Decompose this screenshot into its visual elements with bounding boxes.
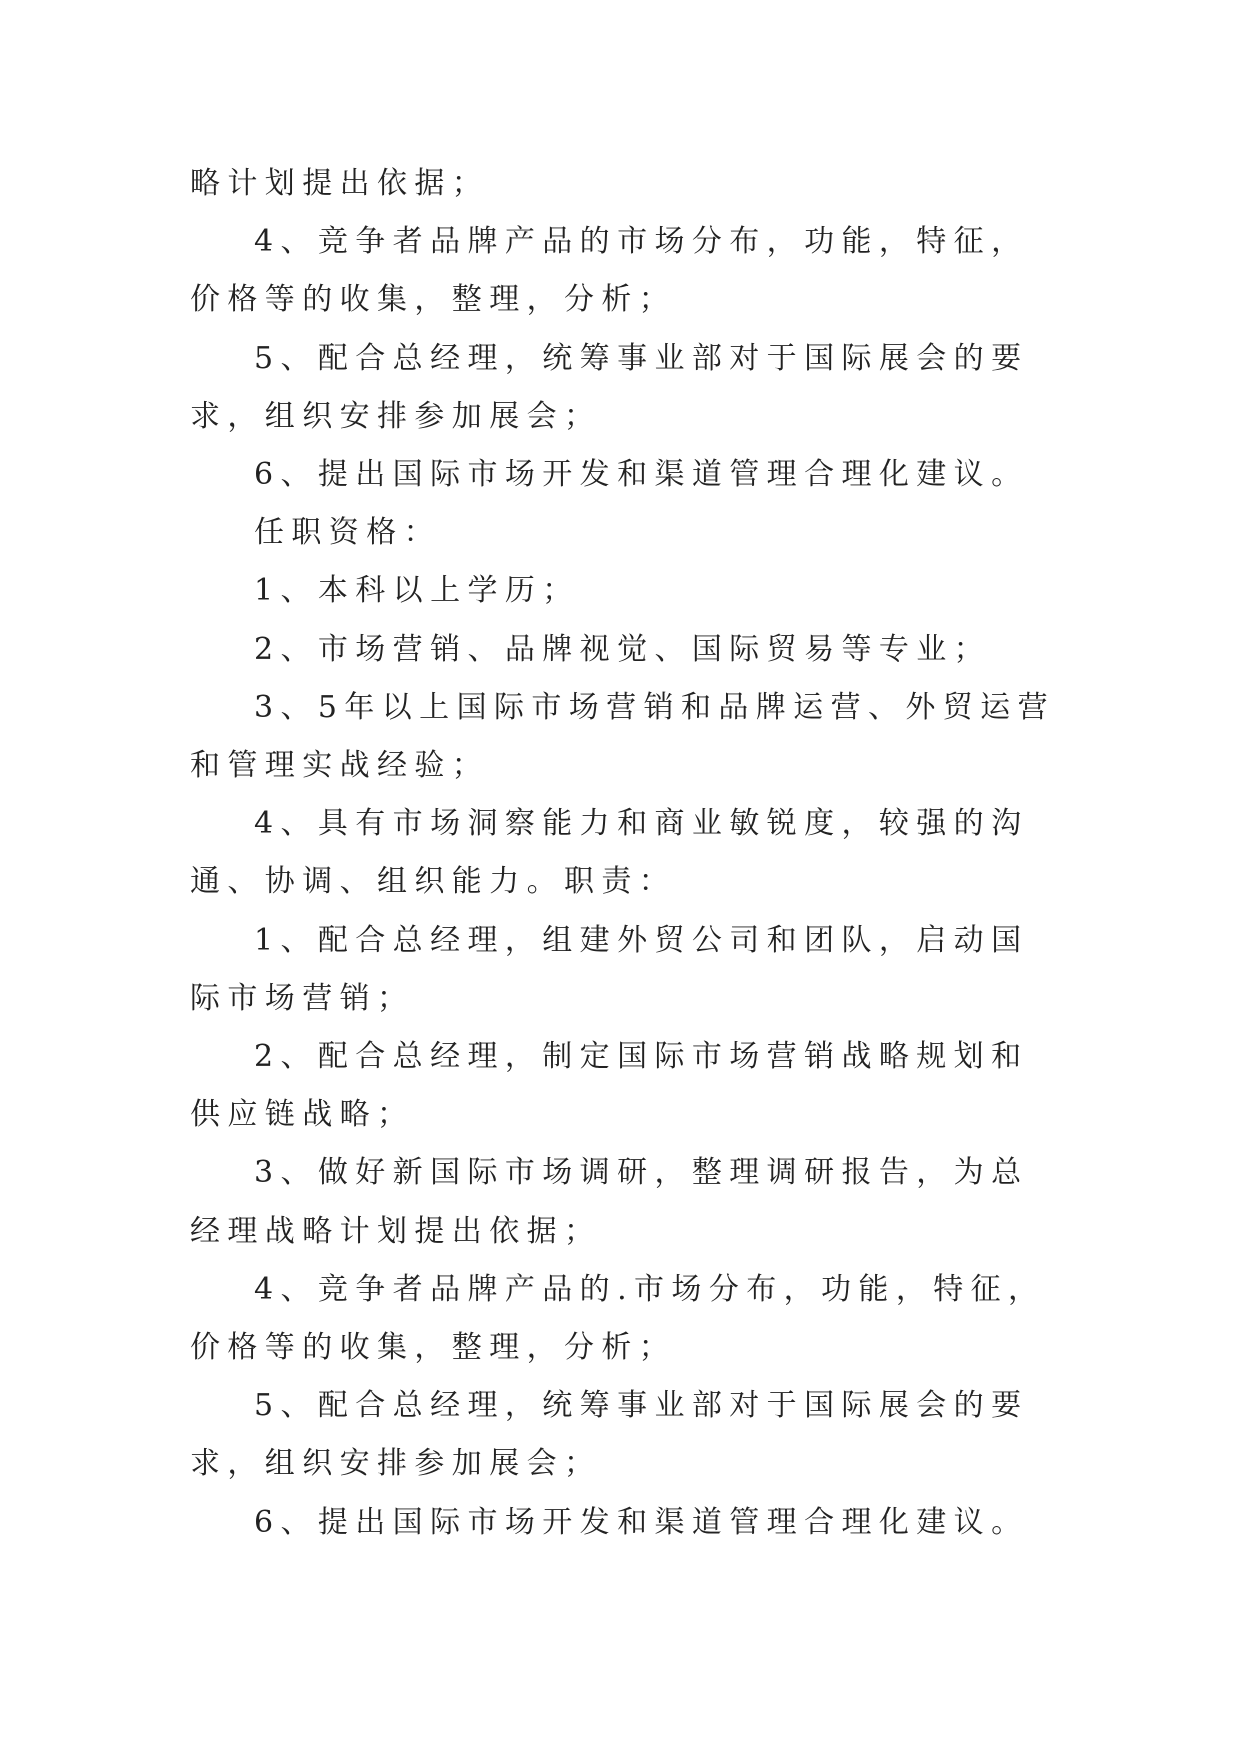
document-body (190, 155, 1056, 1552)
paragraph: 6、提出国际市场开发和渠道管理合理化建议。 (254, 1504, 1029, 1540)
paragraph: 1、配合总经理，组建外贸公司和团队，启动国际市场营销； (190, 922, 1029, 1016)
paragraph: 6、提出国际市场开发和渠道管理合理化建议。 (254, 457, 1029, 493)
section-heading: 任职资格： (254, 515, 441, 551)
paragraph: 5、配合总经理，统筹事业部对于国际展会的要求，组织安排参加展会； (190, 1388, 1029, 1482)
paragraph: 1、本科以上学历； (254, 573, 580, 609)
paragraph: 2、配合总经理，制定国际市场营销战略规划和供应链战略； (190, 1039, 1029, 1133)
paragraph: 3、做好新国际市场调研，整理调研报告，为总经理战略计划提出依据； (190, 1155, 1029, 1249)
paragraph: 4、竞争者品牌产品的.市场分布，功能，特征，价格等的收集，整理，分析； (190, 1271, 1046, 1366)
paragraph: 3、5年以上国际市场营销和品牌运营、外贸运营和管理实战经验； (190, 689, 1055, 784)
paragraph: 略计划提出依据； (190, 166, 490, 201)
paragraph: 4、竞争者品牌产品的市场分布，功能，特征，价格等的收集，整理，分析； (190, 224, 1029, 318)
paragraph: 2、市场营销、品牌视觉、国际贸易等专业； (254, 631, 992, 667)
paragraph: 4、具有市场洞察能力和商业敏锐度，较强的沟通、协调、组织能力。职责： (190, 806, 1029, 900)
paragraph: 5、配合总经理，统筹事业部对于国际展会的要求，组织安排参加展会； (190, 340, 1029, 434)
